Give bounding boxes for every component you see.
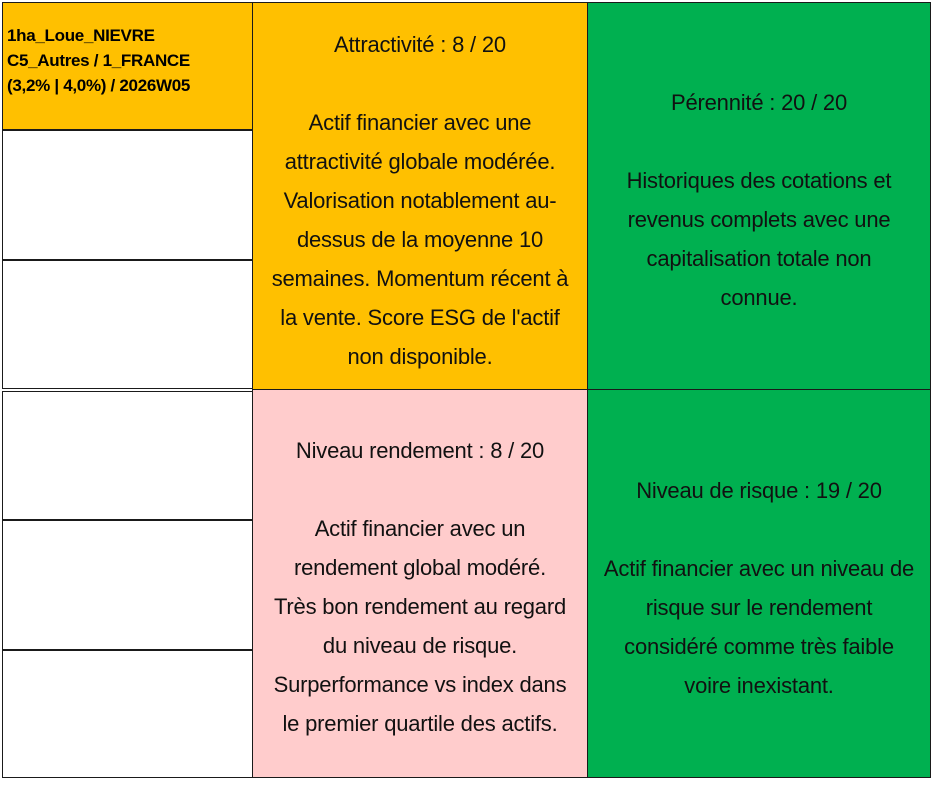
asset-category: C5_Autres / 1_FRANCE <box>7 51 190 70</box>
attractivite-title: Attractivité : 8 / 20 <box>334 32 506 57</box>
rendement-cell <box>252 389 588 778</box>
asset-rates-week: (3,2% | 4,0%) / 2026W05 <box>7 76 191 95</box>
perennite-title: Pérennité : 20 / 20 <box>671 90 847 115</box>
perennite-cell <box>587 2 931 390</box>
empty-cell-1 <box>2 130 253 260</box>
rendement-title: Niveau rendement : 8 / 20 <box>295 438 545 463</box>
empty-cell-2 <box>2 260 253 389</box>
risque-cell <box>587 389 931 778</box>
perennite-description: Historiques des cotations et revenus complets avec une capitalisation totale non connue. <box>626 168 892 310</box>
risque-description: Actif financier avec un niveau de risque sur le rendement considéré comme très faible voire inexistant. <box>603 556 915 698</box>
attractivite-cell <box>252 2 588 390</box>
empty-cell-4 <box>2 520 253 650</box>
asset-identifier-cell <box>2 2 253 130</box>
empty-cell-3 <box>2 391 253 520</box>
asset-name: 1ha_Loue_NIEVRE <box>7 26 155 45</box>
rendement-description: Actif financier avec un rendement global modéré. Très bon rendement au regard du niveau de risque. Surperformance vs index dans le premier quartile des actifs. <box>273 516 567 736</box>
empty-cell-5 <box>2 650 253 778</box>
attractivite-description: Actif financier avec une attractivité globale modérée. Valorisation notablement au- dessus de la moyenne 10 semaines. Momentum récent à la vente. Score ESG de l'actif non disponible. <box>271 110 569 369</box>
risque-title: Niveau de risque : 19 / 20 <box>636 478 882 503</box>
